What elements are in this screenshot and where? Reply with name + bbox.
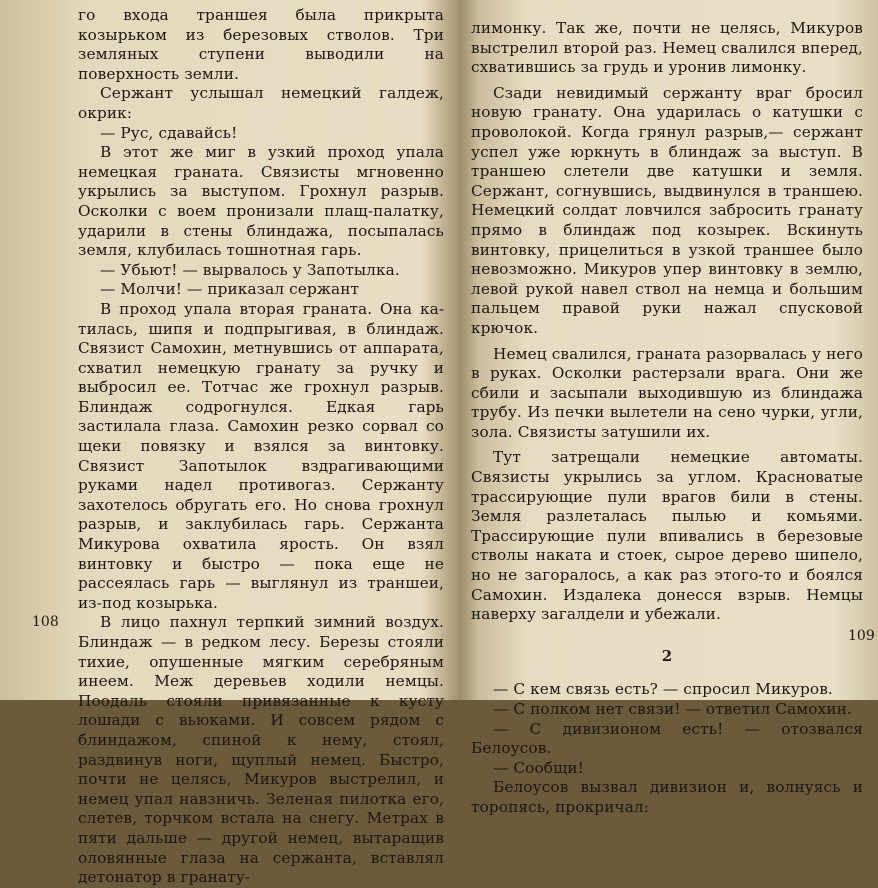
paragraph: — Молчи! — приказал сержант [100, 280, 360, 299]
paragraph: — С полком нет связи! — ответил Самохин. [493, 700, 852, 718]
paragraph: — Убьют! — вырвалось у Запотылка. [100, 260, 400, 279]
paragraph: В этот же миг в узкий проход упала немецкая граната. Связисты мгновенно укрылись за выступом. Грохнул разрыв. Осколки с воем пронизали плащ-палатку, ударили в стены блиндажа, посыпалась земля, клубилась тошнотная гарь. [78, 143, 444, 260]
paragraph: Тут затрещали немецкие автоматы. Связисты укрылись за углом. Красноватые трассирующие пули врагов били в стены. Земля разлеталась пылью и комьями. Трассирующие пули впивались в березовые стволы наката и стоек, сырое дерево шипело, но не загоралось, а как раз этого-то и боялся Самохин. Издалека донесся взрыв. Немцы наверху загалдели и убежали. [471, 448, 863, 624]
paragraph: Белоусов вызвал дивизион и, волнуясь и торопясь, прокричал: [471, 778, 863, 816]
paragraph: — С кем связь есть? — спросил Микуров. [493, 680, 833, 699]
paragraph: Сзади невидимый сержанту враг бросил новую гранату. Она ударилась о катушки с проволокой. Когда грянул разрыв,— сержант успел уже юркнуть в блиндаж за выступ. В траншею слетели две катушки и земля. Сержант, согнувшись, выдвинулся в траншею. Немецкий солдат ловчился забросить гранату прямо в блиндаж под козырек. Вскинуть винтовку, прицелиться в узкой траншее было невозможно. Микуров упер винтовку в землю, левой рукой навел ствол на немца и большим пальцем правой руки нажал спусковой крючок. [471, 83, 863, 337]
section-number: 2 [661, 646, 673, 665]
paragraph: В проход упала вторая граната. Она катилась, шипя и подпрыгивая, в блиндаж. Связист Самохин, метнувшись от аппарата, схватил немецкую гранату за ручку и выбросил ее. Тотчас же грохнул разрыв. Блиндаж содрогнулся. Едкая гарь застилала глаза. Самохин резко сорвал со щеки повязку и взялся за винтовку. Связист Запотылок вздрагивающими руками надел противогаз. Сержанту захотелось обругать его. Но снова грохнул разрыв, и заклубилась гарь. Сержанта Микурова охватила ярость. Он взял винтовку и быстро — пока еще не рассеялась гарь — выглянул из траншеи, из-под козырька. [78, 299, 444, 612]
paragraph: — Сообщи! [493, 758, 584, 777]
right-page [463, 0, 878, 816]
paragraph: Сержант услышал немецкий галдеж, окрик: [78, 84, 444, 122]
right-paragraphs-before [471, 19, 863, 625]
paragraph: — С дивизионом есть! — отозвался Белоусов. [471, 719, 863, 758]
paragraph: — Рус, сдавайсь! [100, 123, 238, 142]
paragraph: Немец свалился, граната разорвалась у него в руках. Осколки растерзали врага. Они же сбили и засыпали выходившую из блиндажа трубу. Из печки вылетели на сено чурки, угли, зола. Связисты затушили их. [471, 344, 863, 441]
page-number-left: 108 [32, 614, 59, 630]
right-page-text [471, 19, 863, 818]
paragraph: го входа траншея была прикрыта козырьком из березовых стволов. Три земляных ступени выводили на поверхность земли. [78, 6, 444, 83]
paragraph: лимонку. Так же, почти не целясь, Микуров выстрелил второй раз. Немец свалился вперед, схватившись за грудь и уронив лимонку. [471, 19, 863, 77]
page-number-right: 109 [848, 628, 875, 644]
paragraph: В лицо пахнул терпкий зимний воздух. Блиндаж — в редком лесу. Березы стояли тихие, опушенные мягким серебряным инеем. Меж деревьев ходили немцы. Поодаль стояли привязанные к кусту лошади с вьюками. И совсем рядом с блиндажом, спиной к нему, стоял, раздвинув ноги, щуплый немец. Быстро, почти не целясь, Микуров выстрелил, и немец упал навзничь. Зеленая пилотка его, слетев, торчком встала на снегу. Метрах в пяти дальше — другой немец, вытаращив оловянные глаза на сержанта, вставлял детонатор в гранату- [78, 613, 444, 887]
right-paragraphs-after [471, 680, 863, 817]
left-page-text [78, 6, 444, 888]
